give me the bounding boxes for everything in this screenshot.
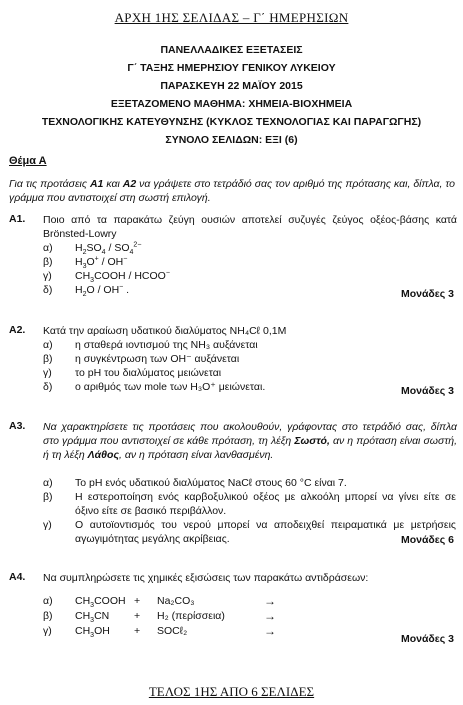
option-text: η συγκέντρωση των OH⁻ αυξάνεται xyxy=(75,353,240,365)
keyword-wrong: Λάθος xyxy=(87,449,120,461)
reaction-arrow: → xyxy=(264,624,276,638)
option-label: γ) xyxy=(43,270,52,282)
keyword-correct: Σωστό, xyxy=(294,435,330,447)
exam-subject: ΕΞΕΤΑΖΟΜΕΝΟ ΜΑΘΗΜΑ: ΧΗΜΕΙΑ-ΒΙΟΧΗΜΕΙΑ xyxy=(110,98,353,110)
equation-reactant: $CH_3COOH$ xyxy=(75,595,126,610)
option xyxy=(43,518,457,546)
option xyxy=(43,269,443,283)
exam-date: ΠΑΡΑΣΚΕΥΗ 22 ΜΑΪΟΥ 2015 xyxy=(160,80,303,92)
option-label: α) xyxy=(43,242,53,254)
option xyxy=(43,476,457,490)
marks: Μονάδες 6 xyxy=(400,534,454,546)
option-text: $H_2O / OH^-$ . xyxy=(75,283,130,299)
question-number: Α2. xyxy=(9,324,26,336)
equation-reagent: Na₂CO₃ xyxy=(157,595,195,607)
plus-sign: + xyxy=(134,625,141,637)
option-label: γ) xyxy=(43,519,52,531)
option-label: δ) xyxy=(43,284,53,296)
option-text: η σταθερά ιοντισμού της NH₃ αυξάνεται xyxy=(75,339,258,351)
question-text: Να συμπληρώσετε τις χημικές εξισώσεις των παρακάτω αντιδράσεων: xyxy=(43,572,369,584)
page-footer-text: ΤΕΛΟΣ 1ΗΣ ΑΠΟ 6 ΣΕΛΙΔΕΣ xyxy=(148,684,315,699)
equation-reagent: SOCℓ₂ xyxy=(157,625,188,637)
equation-reagent: H₂ (περίσσεια) xyxy=(157,610,225,622)
option xyxy=(43,241,443,255)
option-text: Ο αυτοϊοντισμός του νερού μπορεί να αποδειχθεί πειραματικά με μετρήσεις αγωγιμότητας μεγάλης ακρίβειας. xyxy=(75,519,456,545)
theme-instructions xyxy=(9,177,455,205)
option-label: δ) xyxy=(43,381,53,393)
marks: Μονάδες 3 xyxy=(400,385,454,397)
marks: Μονάδες 3 xyxy=(400,288,454,300)
option-text: Η εστεροποίηση ενός καρβοξυλικού οξέος με αλκοόλη μπορεί να γίνει είτε σε όξινο είτε σε βασικό περιβάλλον. xyxy=(75,491,456,517)
option xyxy=(43,283,443,297)
marks: Μονάδες 3 xyxy=(400,633,454,645)
equation-reactant: $CH_3CN$ xyxy=(75,610,110,625)
equation-label: α) xyxy=(43,595,53,607)
option-text: το pH του διαλύματος μειώνεται xyxy=(75,367,222,379)
equation-reactant: $CH_3OH$ xyxy=(75,625,110,640)
question-number: Α1. xyxy=(9,213,26,225)
option xyxy=(43,380,443,394)
question-number: Α3. xyxy=(9,420,26,432)
intro-text-2: και xyxy=(103,178,123,190)
theme-title: Θέμα Α xyxy=(9,155,47,167)
reaction-arrow: → xyxy=(264,609,276,623)
intro-text-3: να γράψετε στο τετράδιό σας τον αριθμό της πρότασης και, δίπλα, το γράμμα που αντιστοιχεί στη σωστή επιλογή. xyxy=(9,178,456,204)
equation-label: β) xyxy=(43,610,53,622)
option-label: β) xyxy=(43,491,53,503)
option xyxy=(43,338,443,352)
question-text-part: Να χαρακτηρίσετε τις προτάσεις που ακολουθούν, γράφοντας στο τετράδιό σας, δίπλα στο γράμμα που αντιστοιχεί σε κάθε πρόταση, τη λέξη xyxy=(43,421,457,447)
question-text: Ποιο από τα παρακάτω ζεύγη ουσιών αποτελεί συζυγές ζεύγος οξέος-βάσης κατά Brönsted-Lowry xyxy=(43,214,457,240)
option xyxy=(43,366,443,380)
option-label: γ) xyxy=(43,367,52,379)
option-label: α) xyxy=(43,477,53,489)
intro-text-1: Για τις προτάσεις xyxy=(9,178,90,190)
option xyxy=(43,490,457,518)
exam-class: Γ΄ ΤΑΞΗΣ ΗΜΕΡΗΣΙΟΥ ΓΕΝΙΚΟΥ ΛΥΚΕΙΟΥ xyxy=(127,62,336,74)
exam-page-count: ΣΥΝΟΛΟ ΣΕΛΙΔΩΝ: ΕΞΙ (6) xyxy=(165,134,298,146)
plus-sign: + xyxy=(134,610,141,622)
exam-direction: ΤΕΧΝΟΛΟΓΙΚΗΣ ΚΑΤΕΥΘΥΝΣΗΣ (ΚΥΚΛΟΣ ΤΕΧΝΟΛΟΓΙΑΣ ΚΑΙ ΠΑΡΑΓΩΓΗΣ) xyxy=(41,116,422,128)
question-number: Α4. xyxy=(9,571,26,583)
option xyxy=(43,352,443,366)
question-text-part: αν η πρόταση είναι σωστή, ή τη λέξη xyxy=(43,435,457,461)
question-text-part: , αν η πρόταση είναι λανθασμένη. xyxy=(119,449,274,461)
reaction-arrow: → xyxy=(264,594,276,608)
option-label: β) xyxy=(43,256,53,268)
exam-title: ΠΑΝΕΛΛΑΔΙΚΕΣ ΕΞΕΤΑΣΕΙΣ xyxy=(160,44,303,56)
page-header xyxy=(0,10,463,26)
option-label: β) xyxy=(43,353,53,365)
plus-sign: + xyxy=(134,595,141,607)
option-text: $H_2SO_4 / SO_4^{2-}$ xyxy=(75,241,142,257)
page-footer xyxy=(0,684,463,700)
option-text: $H_3O^+ / OH^-$ xyxy=(75,255,128,271)
option-text: ο αριθμός των mole των H₃O⁺ μειώνεται. xyxy=(75,381,266,393)
equation-label: γ) xyxy=(43,625,52,637)
option-text: Το pH ενός υδατικού διαλύματος NaCℓ στους 60 °C είναι 7. xyxy=(75,477,347,489)
question-text: Κατά την αραίωση υδατικού διαλύματος NH₄Cℓ 0,1M xyxy=(43,325,287,337)
intro-a1: Α1 xyxy=(89,178,104,190)
option-label: α) xyxy=(43,339,53,351)
intro-a2: Α2 xyxy=(122,178,137,190)
question-text xyxy=(43,420,457,462)
option-text: $CH_3COOH$ / HCOO− xyxy=(75,269,170,285)
option xyxy=(43,255,443,269)
page-header-text: ΑΡΧΗ 1ΗΣ ΣΕΛΙΔΑΣ – Γ΄ ΗΜΕΡΗΣΙΩΝ xyxy=(114,10,349,25)
